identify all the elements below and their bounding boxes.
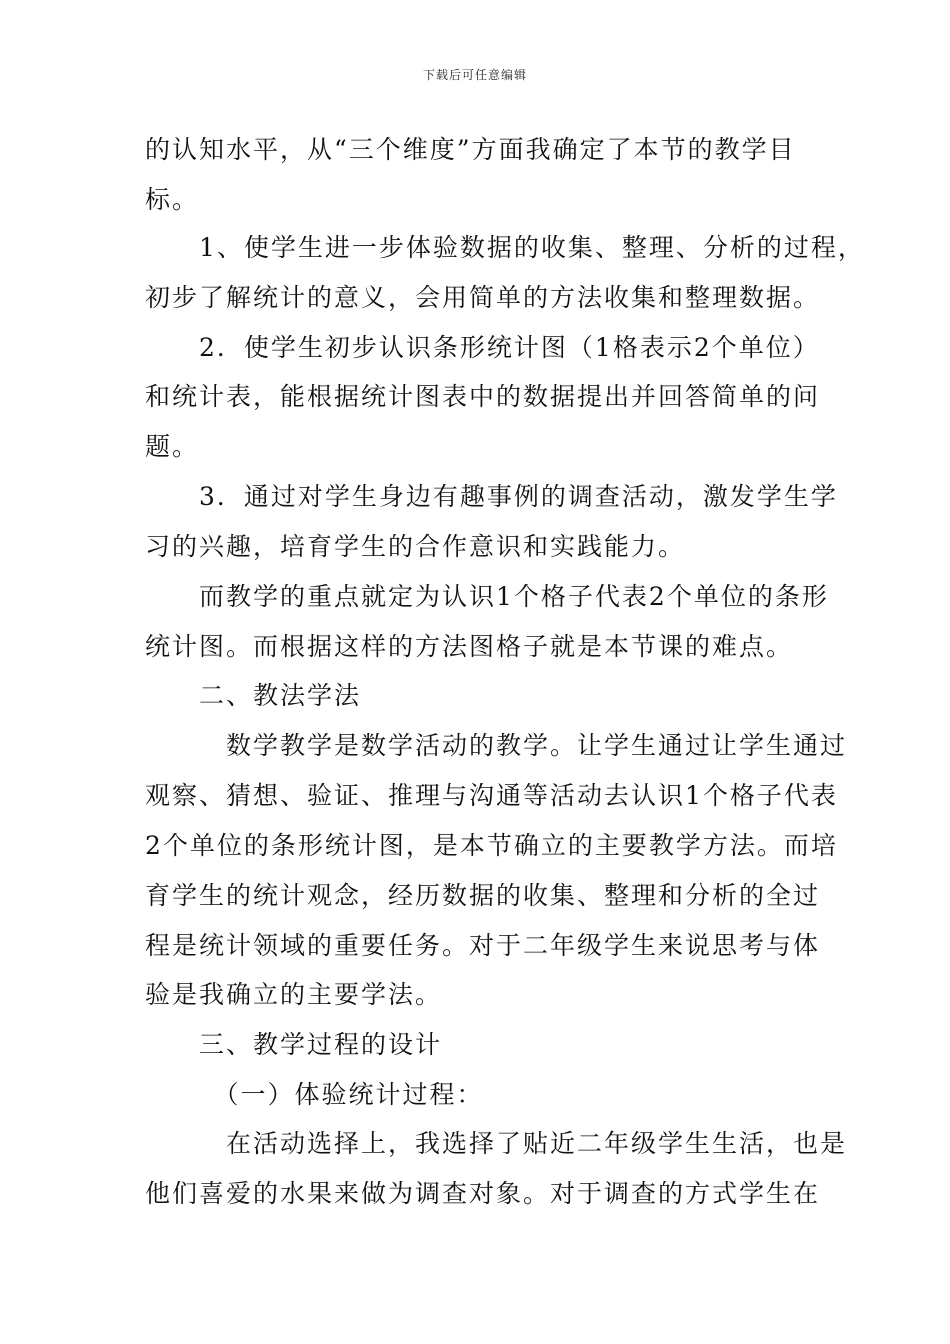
text-line: 验是我确立的主要学法。	[145, 980, 443, 1009]
text-line: 育学生的统计观念，经历数据的收集、整理和分析的全过	[145, 881, 821, 910]
section-heading: 三、教学过程的设计	[145, 1030, 443, 1059]
section-heading: 二、教法学法	[145, 681, 362, 710]
text-line: 在活动选择上，我选择了贴近二年级学生生活，也是	[145, 1129, 848, 1158]
text-line: 习的兴趣，培育学生的合作意识和实践能力。	[145, 532, 686, 561]
text-line: 统计图。而根据这样的方法图格子就是本节课的难点。	[145, 632, 794, 661]
text-line: 的认知水平，从“三个维度”方面我确定了本节的教学目	[145, 135, 796, 164]
text-line: 3．通过对学生身边有趣事例的调查活动，激发学生学	[145, 482, 838, 511]
text-line: 2个单位的条形统计图，是本节确立的主要教学方法。而培	[145, 831, 838, 860]
text-line: 标。	[145, 185, 200, 214]
text-line: 和统计表，能根据统计图表中的数据提出并回答简单的问	[145, 382, 821, 411]
text-line: 而教学的重点就定为认识1个格子代表2个单位的条形	[145, 582, 829, 611]
text-line: 1、使学生进一步体验数据的收集、整理、分析的过程，	[145, 233, 865, 262]
text-line: 数学教学是数学活动的教学。让学生通过让学生通过	[145, 731, 848, 760]
text-line: 2．使学生初步认识条形统计图（1格表示2个单位）	[145, 333, 820, 362]
text-line: 观察、猜想、验证、推理与沟通等活动去认识1个格子代表	[145, 781, 838, 810]
subsection-heading: （一）体验统计过程：	[145, 1080, 484, 1109]
text-line: 题。	[145, 432, 200, 461]
page-header: 下载后可任意编辑	[422, 68, 527, 82]
text-line: 程是统计领域的重要任务。对于二年级学生来说思考与体	[145, 931, 821, 960]
text-line: 初步了解统计的意义，会用简单的方法收集和整理数据。	[145, 283, 821, 312]
text-line: 他们喜爱的水果来做为调查对象。对于调查的方式学生在	[145, 1179, 821, 1208]
